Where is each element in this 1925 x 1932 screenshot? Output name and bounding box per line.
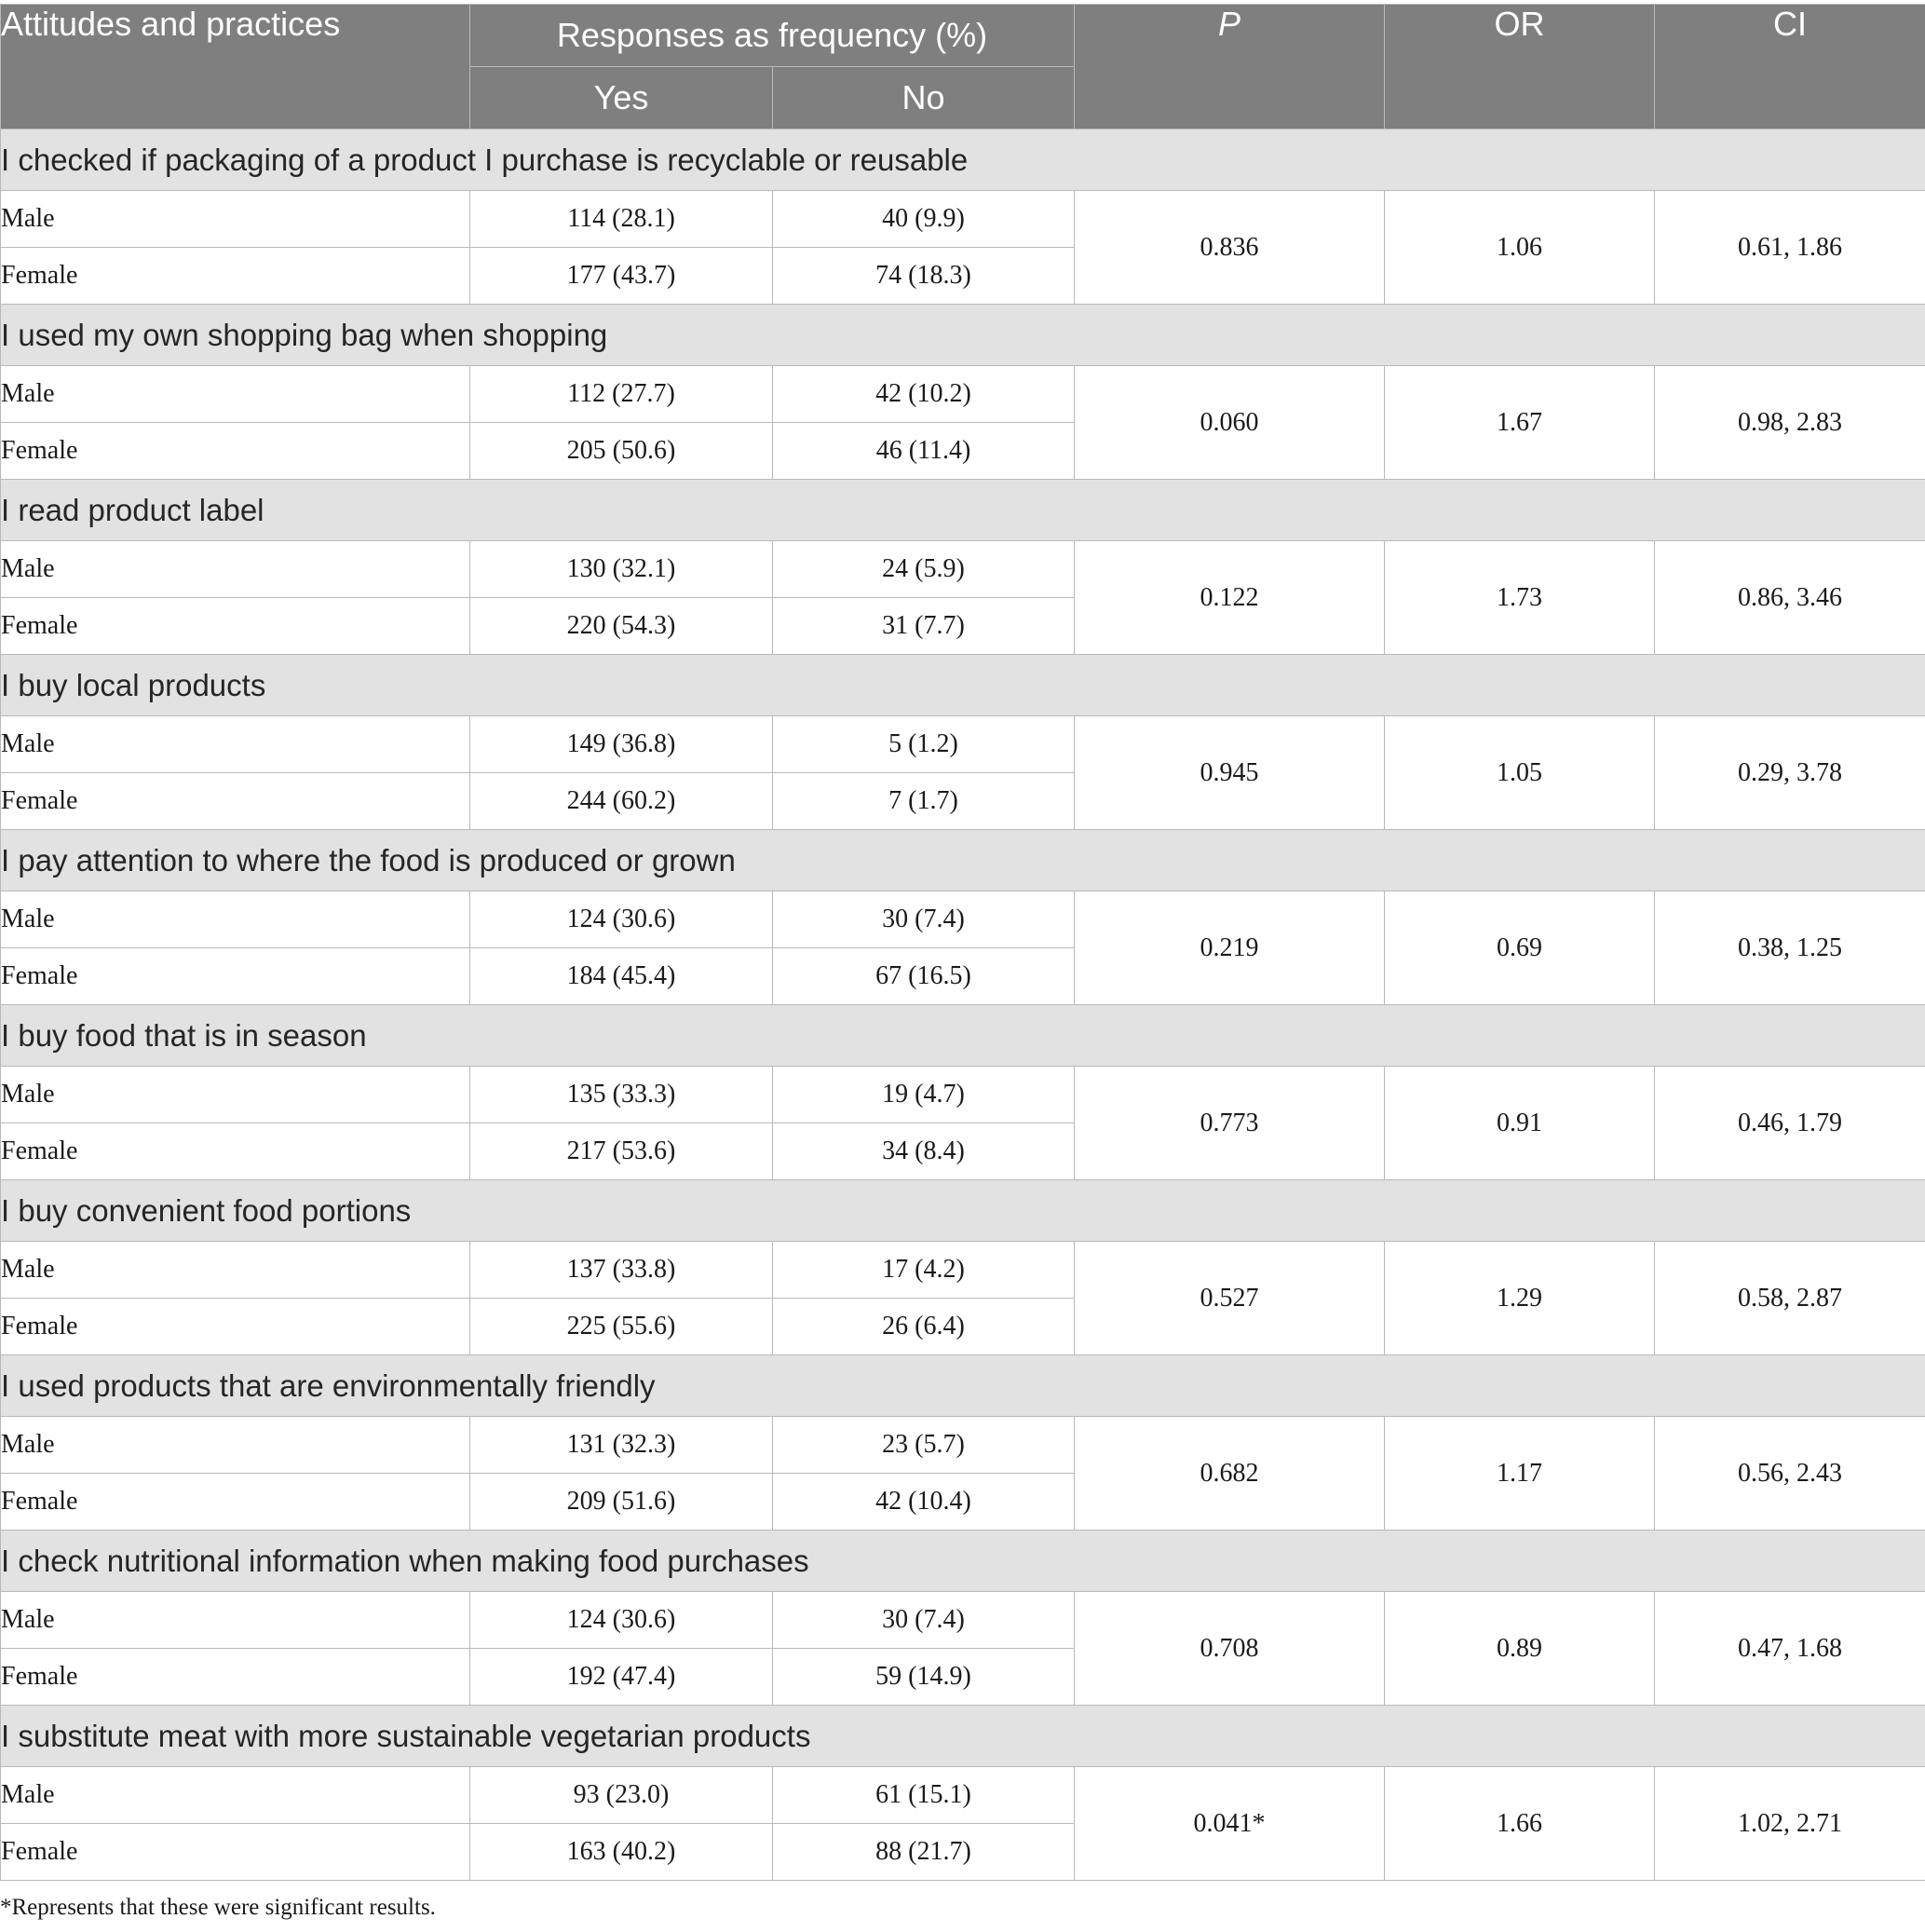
yes-cell: 124 (30.6) bbox=[470, 891, 773, 948]
yes-cell: 135 (33.3) bbox=[470, 1067, 773, 1123]
yes-cell: 112 (27.7) bbox=[470, 366, 773, 423]
odds-ratio-cell: 1.29 bbox=[1385, 1242, 1655, 1355]
no-cell: 40 (9.9) bbox=[773, 191, 1075, 248]
sex-cell: Female bbox=[1, 1123, 470, 1180]
yes-cell: 217 (53.6) bbox=[470, 1123, 773, 1180]
header-ci: CI bbox=[1655, 5, 1925, 129]
header-attitudes: Attitudes and practices bbox=[1, 5, 470, 129]
yes-cell: 114 (28.1) bbox=[470, 191, 773, 248]
p-value-cell: 0.122 bbox=[1075, 541, 1385, 655]
yes-cell: 149 (36.8) bbox=[470, 716, 773, 773]
sex-cell: Male bbox=[1, 191, 470, 248]
sex-cell: Male bbox=[1, 716, 470, 773]
no-cell: 23 (5.7) bbox=[773, 1417, 1075, 1474]
p-value-cell: 0.219 bbox=[1075, 891, 1385, 1005]
sex-cell: Female bbox=[1, 1824, 470, 1881]
p-value-cell: 0.041* bbox=[1075, 1767, 1385, 1881]
no-cell: 17 (4.2) bbox=[773, 1242, 1075, 1299]
no-cell: 5 (1.2) bbox=[773, 716, 1075, 773]
odds-ratio-cell: 0.69 bbox=[1385, 891, 1655, 1005]
no-cell: 31 (7.7) bbox=[773, 598, 1075, 655]
table-header bbox=[1, 5, 1925, 129]
no-cell: 26 (6.4) bbox=[773, 1299, 1075, 1355]
odds-ratio-cell: 1.05 bbox=[1385, 716, 1655, 830]
table-row bbox=[1, 716, 1925, 773]
no-cell: 42 (10.4) bbox=[773, 1474, 1075, 1531]
sex-cell: Male bbox=[1, 366, 470, 423]
yes-cell: 225 (55.6) bbox=[470, 1299, 773, 1355]
section-row bbox=[1, 1355, 1925, 1417]
section-row bbox=[1, 1005, 1925, 1067]
sex-cell: Male bbox=[1, 1242, 470, 1299]
section-row bbox=[1, 1180, 1925, 1242]
section-row bbox=[1, 655, 1925, 716]
p-value-cell: 0.708 bbox=[1075, 1592, 1385, 1706]
section-row bbox=[1, 305, 1925, 366]
no-cell: 30 (7.4) bbox=[773, 1592, 1075, 1649]
section-row bbox=[1, 1706, 1925, 1767]
no-cell: 88 (21.7) bbox=[773, 1824, 1075, 1881]
header-yes: Yes bbox=[470, 67, 773, 129]
yes-cell: 131 (32.3) bbox=[470, 1417, 773, 1474]
section-title: I read product label bbox=[1, 480, 1925, 541]
odds-ratio-cell: 1.06 bbox=[1385, 191, 1655, 305]
sex-cell: Female bbox=[1, 948, 470, 1005]
confidence-interval-cell: 0.47, 1.68 bbox=[1655, 1592, 1925, 1706]
sex-cell: Female bbox=[1, 423, 470, 480]
section-title: I buy food that is in season bbox=[1, 1005, 1925, 1067]
yes-cell: 192 (47.4) bbox=[470, 1649, 773, 1706]
footnote: *Represents that these were significant results. bbox=[0, 1895, 436, 1920]
header-responses: Responses as frequency (%) bbox=[470, 5, 1075, 67]
header-no: No bbox=[773, 67, 1075, 129]
sex-cell: Male bbox=[1, 1417, 470, 1474]
no-cell: 74 (18.3) bbox=[773, 248, 1075, 305]
header-or: OR bbox=[1385, 5, 1655, 129]
section-row bbox=[1, 129, 1925, 191]
section-title: I substitute meat with more sustainable vegetarian products bbox=[1, 1706, 1925, 1767]
odds-ratio-cell: 0.91 bbox=[1385, 1067, 1655, 1180]
odds-ratio-cell: 1.67 bbox=[1385, 366, 1655, 480]
table-row bbox=[1, 191, 1925, 248]
p-value-cell: 0.527 bbox=[1075, 1242, 1385, 1355]
section-title: I used my own shopping bag when shopping bbox=[1, 305, 1925, 366]
confidence-interval-cell: 0.61, 1.86 bbox=[1655, 191, 1925, 305]
p-value-cell: 0.945 bbox=[1075, 716, 1385, 830]
section-row bbox=[1, 830, 1925, 891]
no-cell: 67 (16.5) bbox=[773, 948, 1075, 1005]
section-title: I buy convenient food portions bbox=[1, 1180, 1925, 1242]
p-value-cell: 0.060 bbox=[1075, 366, 1385, 480]
yes-cell: 209 (51.6) bbox=[470, 1474, 773, 1531]
confidence-interval-cell: 0.38, 1.25 bbox=[1655, 891, 1925, 1005]
no-cell: 34 (8.4) bbox=[773, 1123, 1075, 1180]
confidence-interval-cell: 0.98, 2.83 bbox=[1655, 366, 1925, 480]
section-title: I check nutritional information when making food purchases bbox=[1, 1531, 1925, 1592]
sex-cell: Male bbox=[1, 1592, 470, 1649]
sex-cell: Male bbox=[1, 1067, 470, 1123]
table-row bbox=[1, 366, 1925, 423]
no-cell: 24 (5.9) bbox=[773, 541, 1075, 598]
confidence-interval-cell: 0.46, 1.79 bbox=[1655, 1067, 1925, 1180]
p-value-cell: 0.682 bbox=[1075, 1417, 1385, 1531]
no-cell: 19 (4.7) bbox=[773, 1067, 1075, 1123]
header-p: P bbox=[1075, 5, 1385, 129]
sex-cell: Male bbox=[1, 1767, 470, 1824]
sex-cell: Male bbox=[1, 891, 470, 948]
table-body bbox=[1, 129, 1925, 1881]
odds-ratio-cell: 1.73 bbox=[1385, 541, 1655, 655]
confidence-interval-cell: 1.02, 2.71 bbox=[1655, 1767, 1925, 1881]
section-title: I buy local products bbox=[1, 655, 1925, 716]
sex-cell: Female bbox=[1, 1474, 470, 1531]
sex-cell: Female bbox=[1, 598, 470, 655]
table-row bbox=[1, 541, 1925, 598]
no-cell: 42 (10.2) bbox=[773, 366, 1075, 423]
confidence-interval-cell: 0.58, 2.87 bbox=[1655, 1242, 1925, 1355]
yes-cell: 93 (23.0) bbox=[470, 1767, 773, 1824]
table-row bbox=[1, 1067, 1925, 1123]
section-title: I checked if packaging of a product I purchase is recyclable or reusable bbox=[1, 129, 1925, 191]
no-cell: 30 (7.4) bbox=[773, 891, 1075, 948]
yes-cell: 184 (45.4) bbox=[470, 948, 773, 1005]
table-row bbox=[1, 1592, 1925, 1649]
sex-cell: Female bbox=[1, 248, 470, 305]
yes-cell: 130 (32.1) bbox=[470, 541, 773, 598]
no-cell: 61 (15.1) bbox=[773, 1767, 1075, 1824]
sex-cell: Female bbox=[1, 773, 470, 830]
table-row bbox=[1, 1767, 1925, 1824]
no-cell: 46 (11.4) bbox=[773, 423, 1075, 480]
confidence-interval-cell: 0.56, 2.43 bbox=[1655, 1417, 1925, 1531]
confidence-interval-cell: 0.86, 3.46 bbox=[1655, 541, 1925, 655]
results-table bbox=[0, 4, 1925, 1881]
sex-cell: Female bbox=[1, 1299, 470, 1355]
sex-cell: Male bbox=[1, 541, 470, 598]
table-row bbox=[1, 1417, 1925, 1474]
yes-cell: 137 (33.8) bbox=[470, 1242, 773, 1299]
sex-cell: Female bbox=[1, 1649, 470, 1706]
p-value-cell: 0.836 bbox=[1075, 191, 1385, 305]
confidence-interval-cell: 0.29, 3.78 bbox=[1655, 716, 1925, 830]
section-title: I pay attention to where the food is produced or grown bbox=[1, 830, 1925, 891]
section-row bbox=[1, 480, 1925, 541]
yes-cell: 177 (43.7) bbox=[470, 248, 773, 305]
section-title: I used products that are environmentally friendly bbox=[1, 1355, 1925, 1417]
p-value-cell: 0.773 bbox=[1075, 1067, 1385, 1180]
no-cell: 7 (1.7) bbox=[773, 773, 1075, 830]
odds-ratio-cell: 1.17 bbox=[1385, 1417, 1655, 1531]
yes-cell: 220 (54.3) bbox=[470, 598, 773, 655]
table-row bbox=[1, 891, 1925, 948]
yes-cell: 205 (50.6) bbox=[470, 423, 773, 480]
yes-cell: 244 (60.2) bbox=[470, 773, 773, 830]
section-row bbox=[1, 1531, 1925, 1592]
yes-cell: 124 (30.6) bbox=[470, 1592, 773, 1649]
odds-ratio-cell: 1.66 bbox=[1385, 1767, 1655, 1881]
no-cell: 59 (14.9) bbox=[773, 1649, 1075, 1706]
table-row bbox=[1, 1242, 1925, 1299]
odds-ratio-cell: 0.89 bbox=[1385, 1592, 1655, 1706]
yes-cell: 163 (40.2) bbox=[470, 1824, 773, 1881]
